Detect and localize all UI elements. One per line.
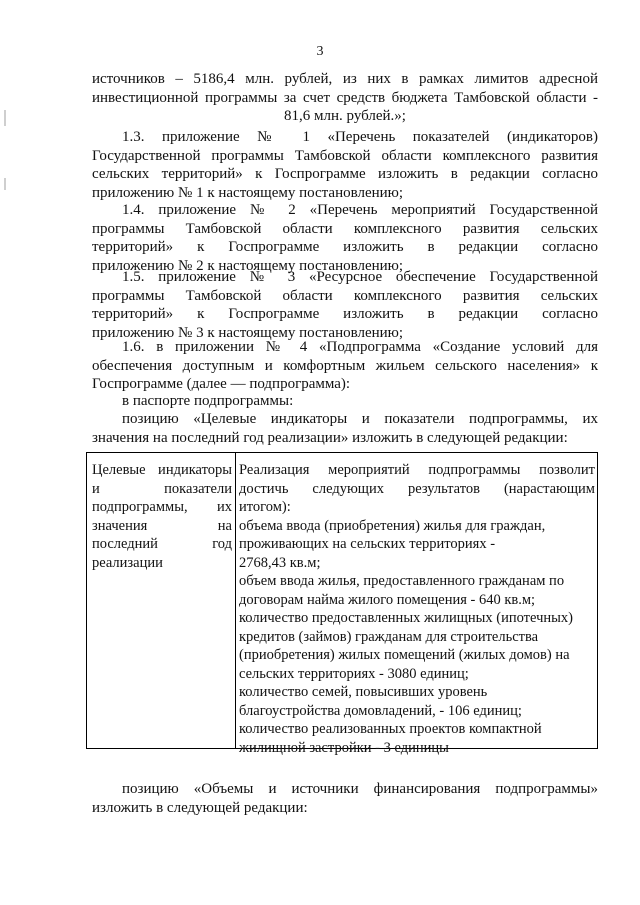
table-column-divider xyxy=(235,453,236,748)
text-line: Государственной программы Тамбовской области комплексного развития xyxy=(92,147,598,164)
cell-line: Целевые индикаторы xyxy=(92,462,232,478)
cell-line: количество реализованных проектов компактной xyxy=(239,721,542,737)
cell-line: 2768,43 кв.м; xyxy=(239,554,321,571)
cell-line: сельских территориях - 3080 единиц; xyxy=(239,665,469,682)
paragraph-item-1-6 xyxy=(92,338,598,394)
indicators-table xyxy=(86,452,598,756)
text-line: приложению № 2 к настоящему постановлению; xyxy=(92,257,404,274)
cell-line: Реализация мероприятий подпрограммы позволит xyxy=(239,462,595,478)
text-line: территорий» к Госпрограмме изложить в редакции согласно xyxy=(92,306,598,322)
cell-line: последний год xyxy=(92,536,232,552)
cell-line: итогом): xyxy=(239,499,291,515)
paragraph-position-financing xyxy=(92,780,598,817)
paragraph-sources xyxy=(92,70,598,126)
paragraph-passport xyxy=(92,392,598,411)
margin-scan-mark xyxy=(4,178,6,190)
text-line: позицию «Целевые индикаторы и показатели подпрограммы, их xyxy=(122,411,598,427)
text-line: приложению № 1 к настоящему постановлению; xyxy=(92,184,404,201)
paragraph-item-1-4 xyxy=(92,201,598,275)
text-line: позицию «Объемы и источники финансирования подпрограммы» xyxy=(122,781,598,797)
text-line: программы Тамбовской области комплексного развития сельских xyxy=(92,220,598,237)
cell-line: количество предоставленных жилищных (ипотечных) xyxy=(239,610,573,626)
text-line: территорий» к Госпрограмме изложить в редакции согласно xyxy=(92,239,598,255)
text-line: программы Тамбовской области комплексного развития сельских xyxy=(92,287,598,304)
cell-line: жилищной застройки - 3 единицы xyxy=(239,739,449,756)
cell-line: объем ввода жилья, предоставленного гражданам по xyxy=(239,573,565,589)
paragraph-item-1-3 xyxy=(92,128,598,202)
table-cell-label xyxy=(92,461,232,572)
table-cell-content xyxy=(239,461,595,757)
cell-line: достичь следующих результатов (нарастающим xyxy=(239,480,595,497)
text-line: сельских территорий» к Госпрограмме изложить в редакции согласно xyxy=(92,166,598,182)
cell-line: проживающих на сельских территориях - xyxy=(239,536,496,552)
page-number: 3 xyxy=(316,44,324,59)
cell-line: и показатели xyxy=(92,480,232,497)
cell-line: количество семей, повысивших уровень xyxy=(239,684,488,700)
text-line: значения на последний год реализации» изложить в следующей редакции: xyxy=(92,429,568,446)
text-line: обеспечения доступным и комфортным жильем сельского населения» к xyxy=(92,357,598,374)
margin-scan-mark xyxy=(4,110,6,126)
text-line: инвестиционной программы за счет средств бюджета Тамбовской области - xyxy=(92,89,598,106)
cell-line: (приобретения) жилых помещений (жилых домов) на xyxy=(239,647,570,663)
paragraph-item-1-5 xyxy=(92,268,598,342)
text-line: 1.5. приложение № 3 «Ресурсное обеспечение Государственной xyxy=(122,269,598,285)
cell-line: договорам найма жилого помещения - 640 кв.м; xyxy=(239,591,536,608)
text-line: Госпрограмме (далее — подпрограмма): xyxy=(92,376,351,392)
text-line: 81,6 млн. рублей.»; xyxy=(284,108,406,124)
cell-line: объема ввода (приобретения) жилья для граждан, xyxy=(239,517,546,534)
text-line: 1.3. приложение № 1 «Перечень показателей (индикаторов) xyxy=(122,129,598,145)
text-line: изложить в следующей редакции: xyxy=(92,799,308,816)
text-line: 1.4. приложение № 2 «Перечень мероприятий Государственной xyxy=(122,202,598,218)
cell-line: подпрограммы, их xyxy=(92,499,232,515)
paragraph-position-indicators xyxy=(92,410,598,447)
cell-line: благоустройства домовладений, - 106 единиц; xyxy=(239,702,522,719)
text-line: в паспорте подпрограммы: xyxy=(122,393,294,409)
text-line: приложению № 3 к настоящему постановлению; xyxy=(92,324,404,341)
cell-line: реализации xyxy=(92,554,163,571)
text-line: 1.6. в приложении № 4 «Подпрограмма «Создание условий для xyxy=(122,339,598,355)
text-line: источников – 5186,4 млн. рублей, из них в рамках лимитов адресной xyxy=(92,71,598,87)
cell-line: кредитов (займов) гражданам для строительства xyxy=(239,628,539,645)
cell-line: значения на xyxy=(92,517,232,534)
